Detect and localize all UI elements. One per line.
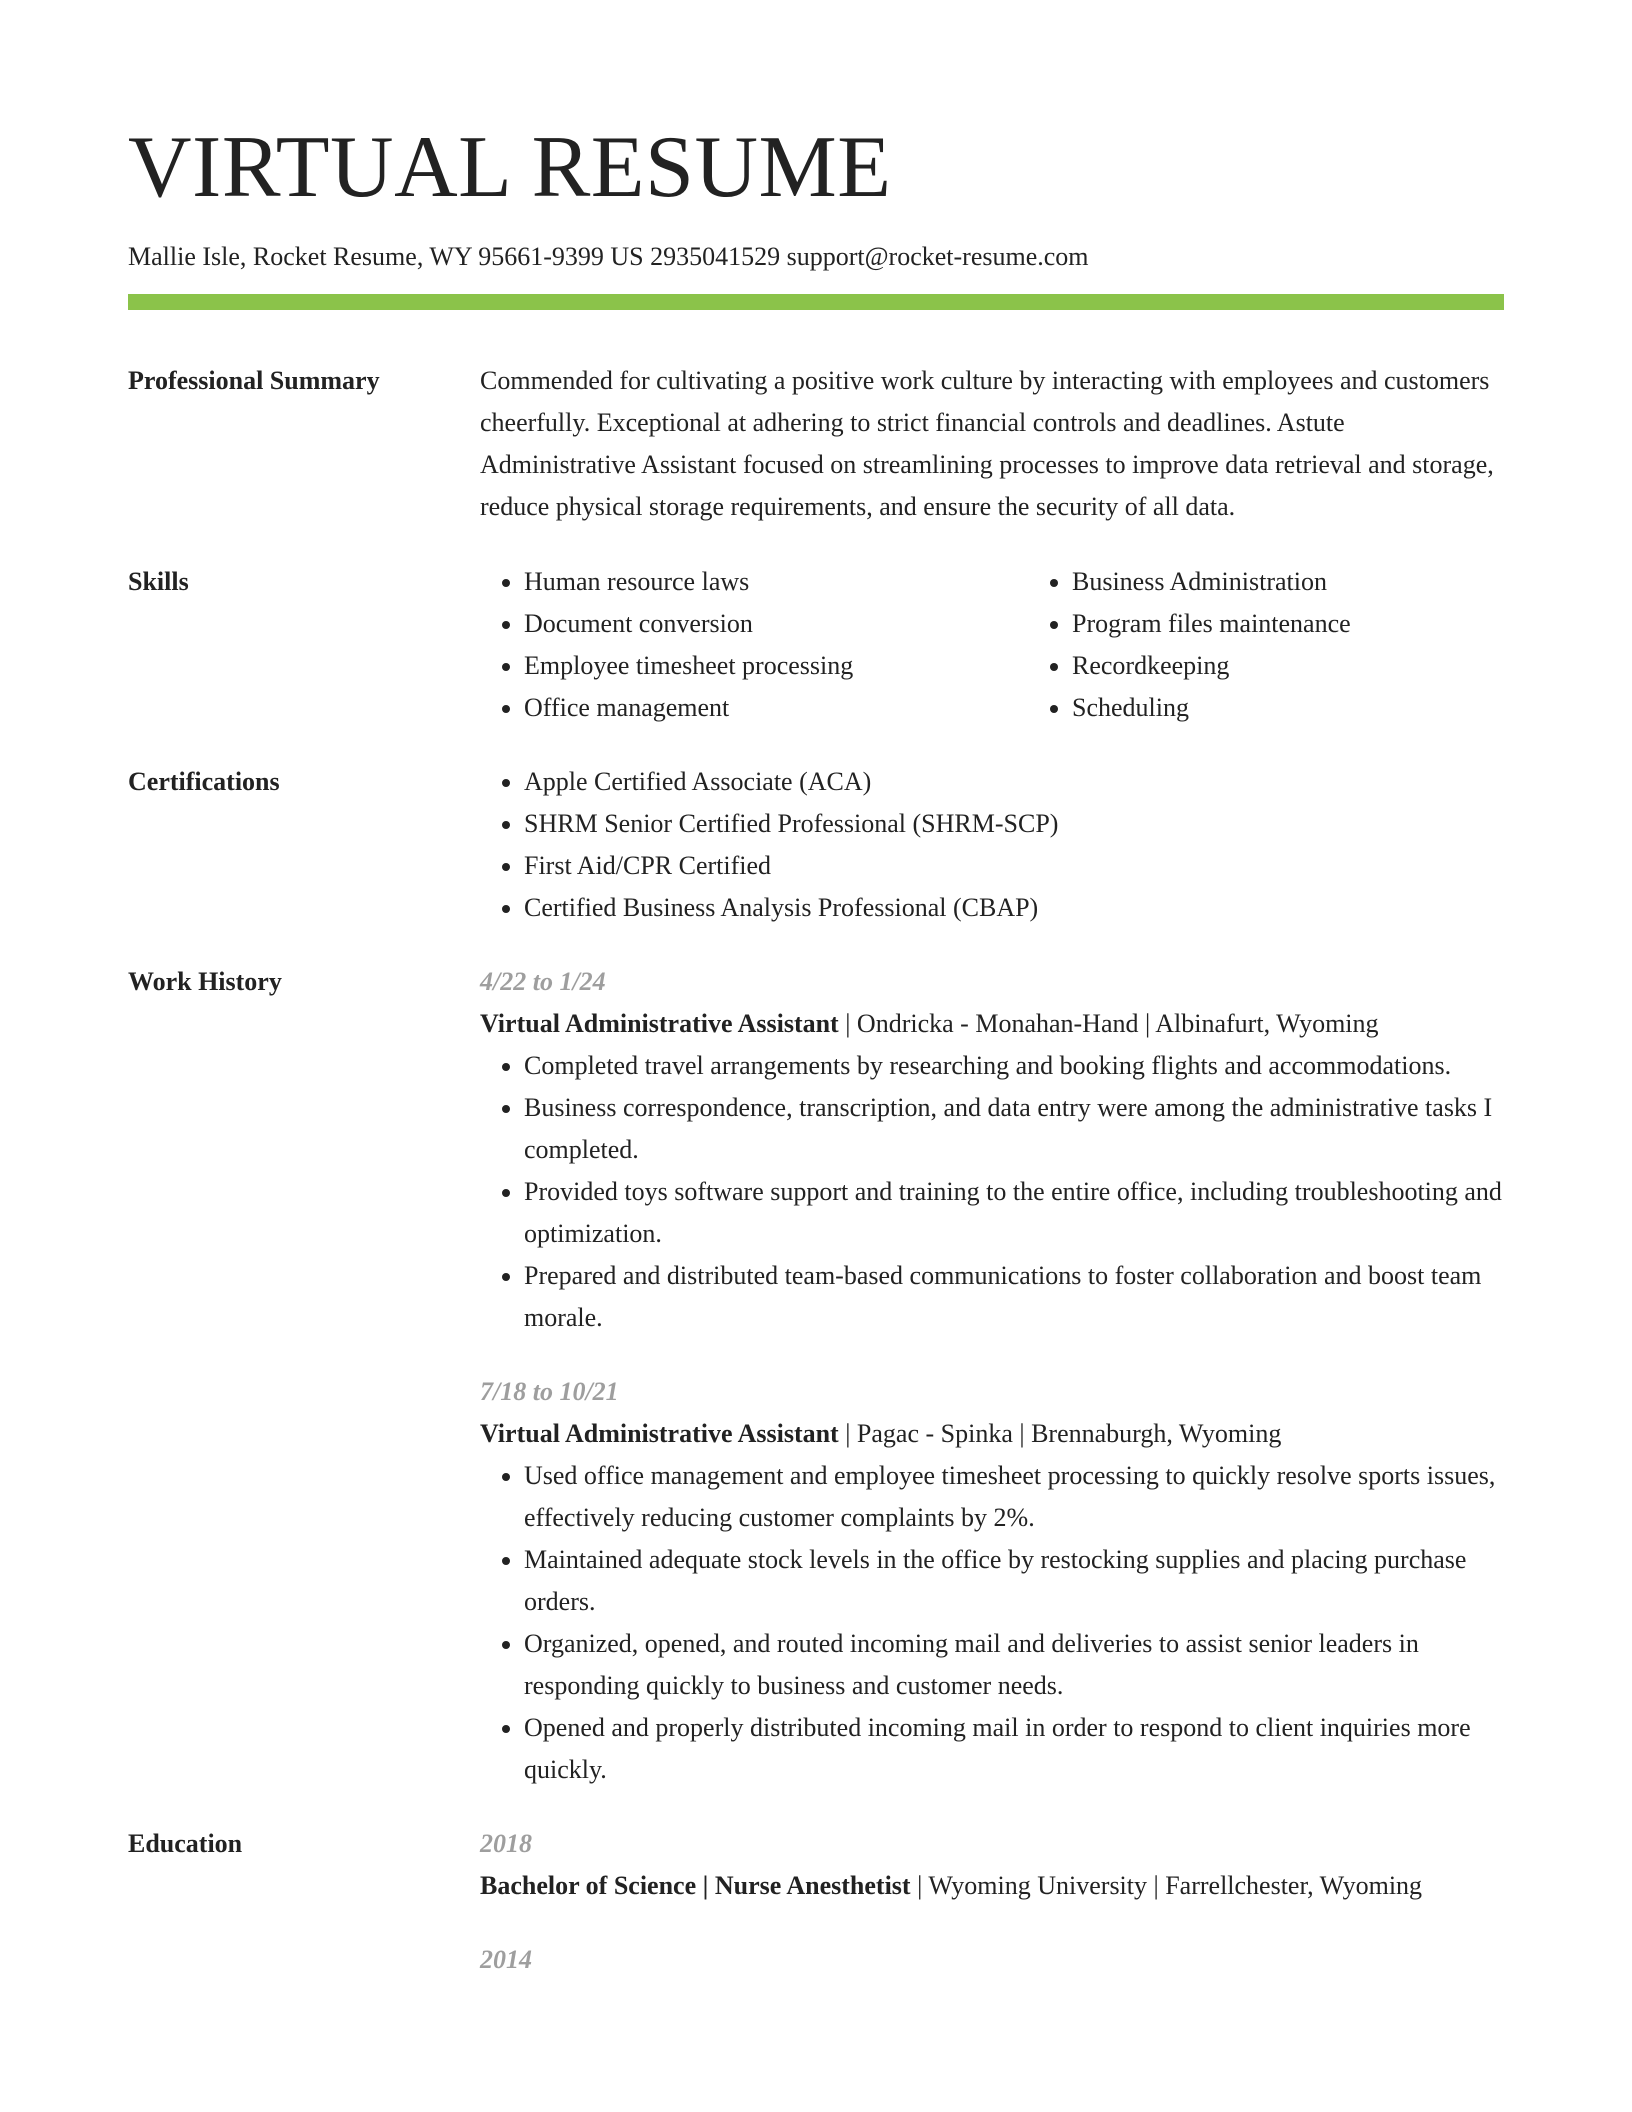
summary-section (128, 360, 1504, 528)
education-date: 2014 (480, 1945, 532, 1974)
section-label: Professional Summary (128, 366, 380, 395)
list-item: • Completed travel arrangements by researching and booking flights and accommodations. (524, 1045, 1504, 1087)
list-item: • Document conversion (524, 603, 1028, 645)
job-entry (480, 1371, 1504, 1791)
list-item: • Opened and properly distributed incoming mail in order to respond to client inquiries more quickly. (524, 1707, 1504, 1791)
list-item: • Used office management and employee timesheet processing to quickly resolve sports issues, effectively reducing customer complaints by 2%. (524, 1455, 1504, 1539)
summary-text: Commended for cultivating a positive work culture by interacting with employees and customers cheerfully. Exceptional at adhering to strict financial controls and deadlines. Astute Administrative Assistant focused on streamlining processes to improve data retrieval and storage, reduce physical storage requirements, and ensure the security of all data. (480, 366, 1494, 521)
education-degree: Bachelor of Science | Nurse Anesthetist (480, 1871, 911, 1900)
education-degree-line (480, 1865, 1504, 1907)
work-history-body (480, 961, 1504, 1791)
resume-title: VIRTUAL RESUME (128, 119, 892, 216)
list-item: • Certified Business Analysis Professional (CBAP) (524, 887, 1504, 929)
work-history-section (128, 961, 1504, 1791)
section-label: Skills (128, 567, 189, 596)
job-details: | Ondricka - Monahan-Hand | Albinafurt, Wyoming (838, 1009, 1379, 1038)
education-section (128, 1823, 1504, 1981)
certifications-section (128, 761, 1504, 929)
job-bullets (480, 1045, 1504, 1339)
job-entry (480, 961, 1504, 1339)
section-label: Work History (128, 967, 282, 996)
skills-list-right (1028, 561, 1576, 729)
list-item: • Prepared and distributed team-based communications to foster collaboration and boost team morale. (524, 1255, 1504, 1339)
list-item: • Provided toys software support and training to the entire office, including troubleshooting and optimization. (524, 1171, 1504, 1255)
list-item: • Human resource laws (524, 561, 1028, 603)
list-item: • Scheduling (1072, 687, 1576, 729)
list-item: • Organized, opened, and routed incoming mail and deliveries to assist senior leaders in responding quickly to business and customer needs. (524, 1623, 1504, 1707)
education-entry (480, 1823, 1504, 1907)
resume-page (128, 0, 1504, 1981)
section-label: Certifications (128, 767, 280, 796)
skills-list-left (480, 561, 1028, 729)
list-item: • First Aid/CPR Certified (524, 845, 1504, 887)
list-item: • SHRM Senior Certified Professional (SHRM-SCP) (524, 803, 1504, 845)
job-bullets (480, 1455, 1504, 1791)
job-role-line (480, 1003, 1504, 1045)
contact-line: Mallie Isle, Rocket Resume, WY 95661-9399 US 2935041529 support@rocket-resume.com (128, 242, 1089, 271)
certifications-list (480, 761, 1504, 929)
section-label: Education (128, 1829, 243, 1858)
list-item: • Office management (524, 687, 1028, 729)
skills-grid (480, 561, 1576, 729)
list-item: • Apple Certified Associate (ACA) (524, 761, 1504, 803)
list-item: • Recordkeeping (1072, 645, 1576, 687)
job-title: Virtual Administrative Assistant (480, 1009, 839, 1038)
list-item: • Maintained adequate stock levels in the office by restocking supplies and placing purchase orders. (524, 1539, 1504, 1623)
job-details: | Pagac - Spinka | Brennaburgh, Wyoming (838, 1419, 1282, 1448)
list-item: • Program files maintenance (1072, 603, 1576, 645)
certifications-body (480, 761, 1504, 929)
education-details: | Wyoming University | Farrellchester, Wyoming (910, 1871, 1423, 1900)
list-item: • Business Administration (1072, 561, 1576, 603)
skills-section (128, 561, 1504, 729)
education-body (480, 1823, 1504, 1981)
header-divider (128, 294, 1504, 310)
job-title: Virtual Administrative Assistant (480, 1419, 839, 1448)
job-date: 4/22 to 1/24 (480, 967, 606, 996)
education-entry (480, 1939, 1504, 1981)
education-date: 2018 (480, 1829, 532, 1858)
job-role-line (480, 1413, 1504, 1455)
list-item: • Employee timesheet processing (524, 645, 1028, 687)
job-date: 7/18 to 10/21 (480, 1377, 619, 1406)
list-item: • Business correspondence, transcription, and data entry were among the administrative tasks I completed. (524, 1087, 1504, 1171)
